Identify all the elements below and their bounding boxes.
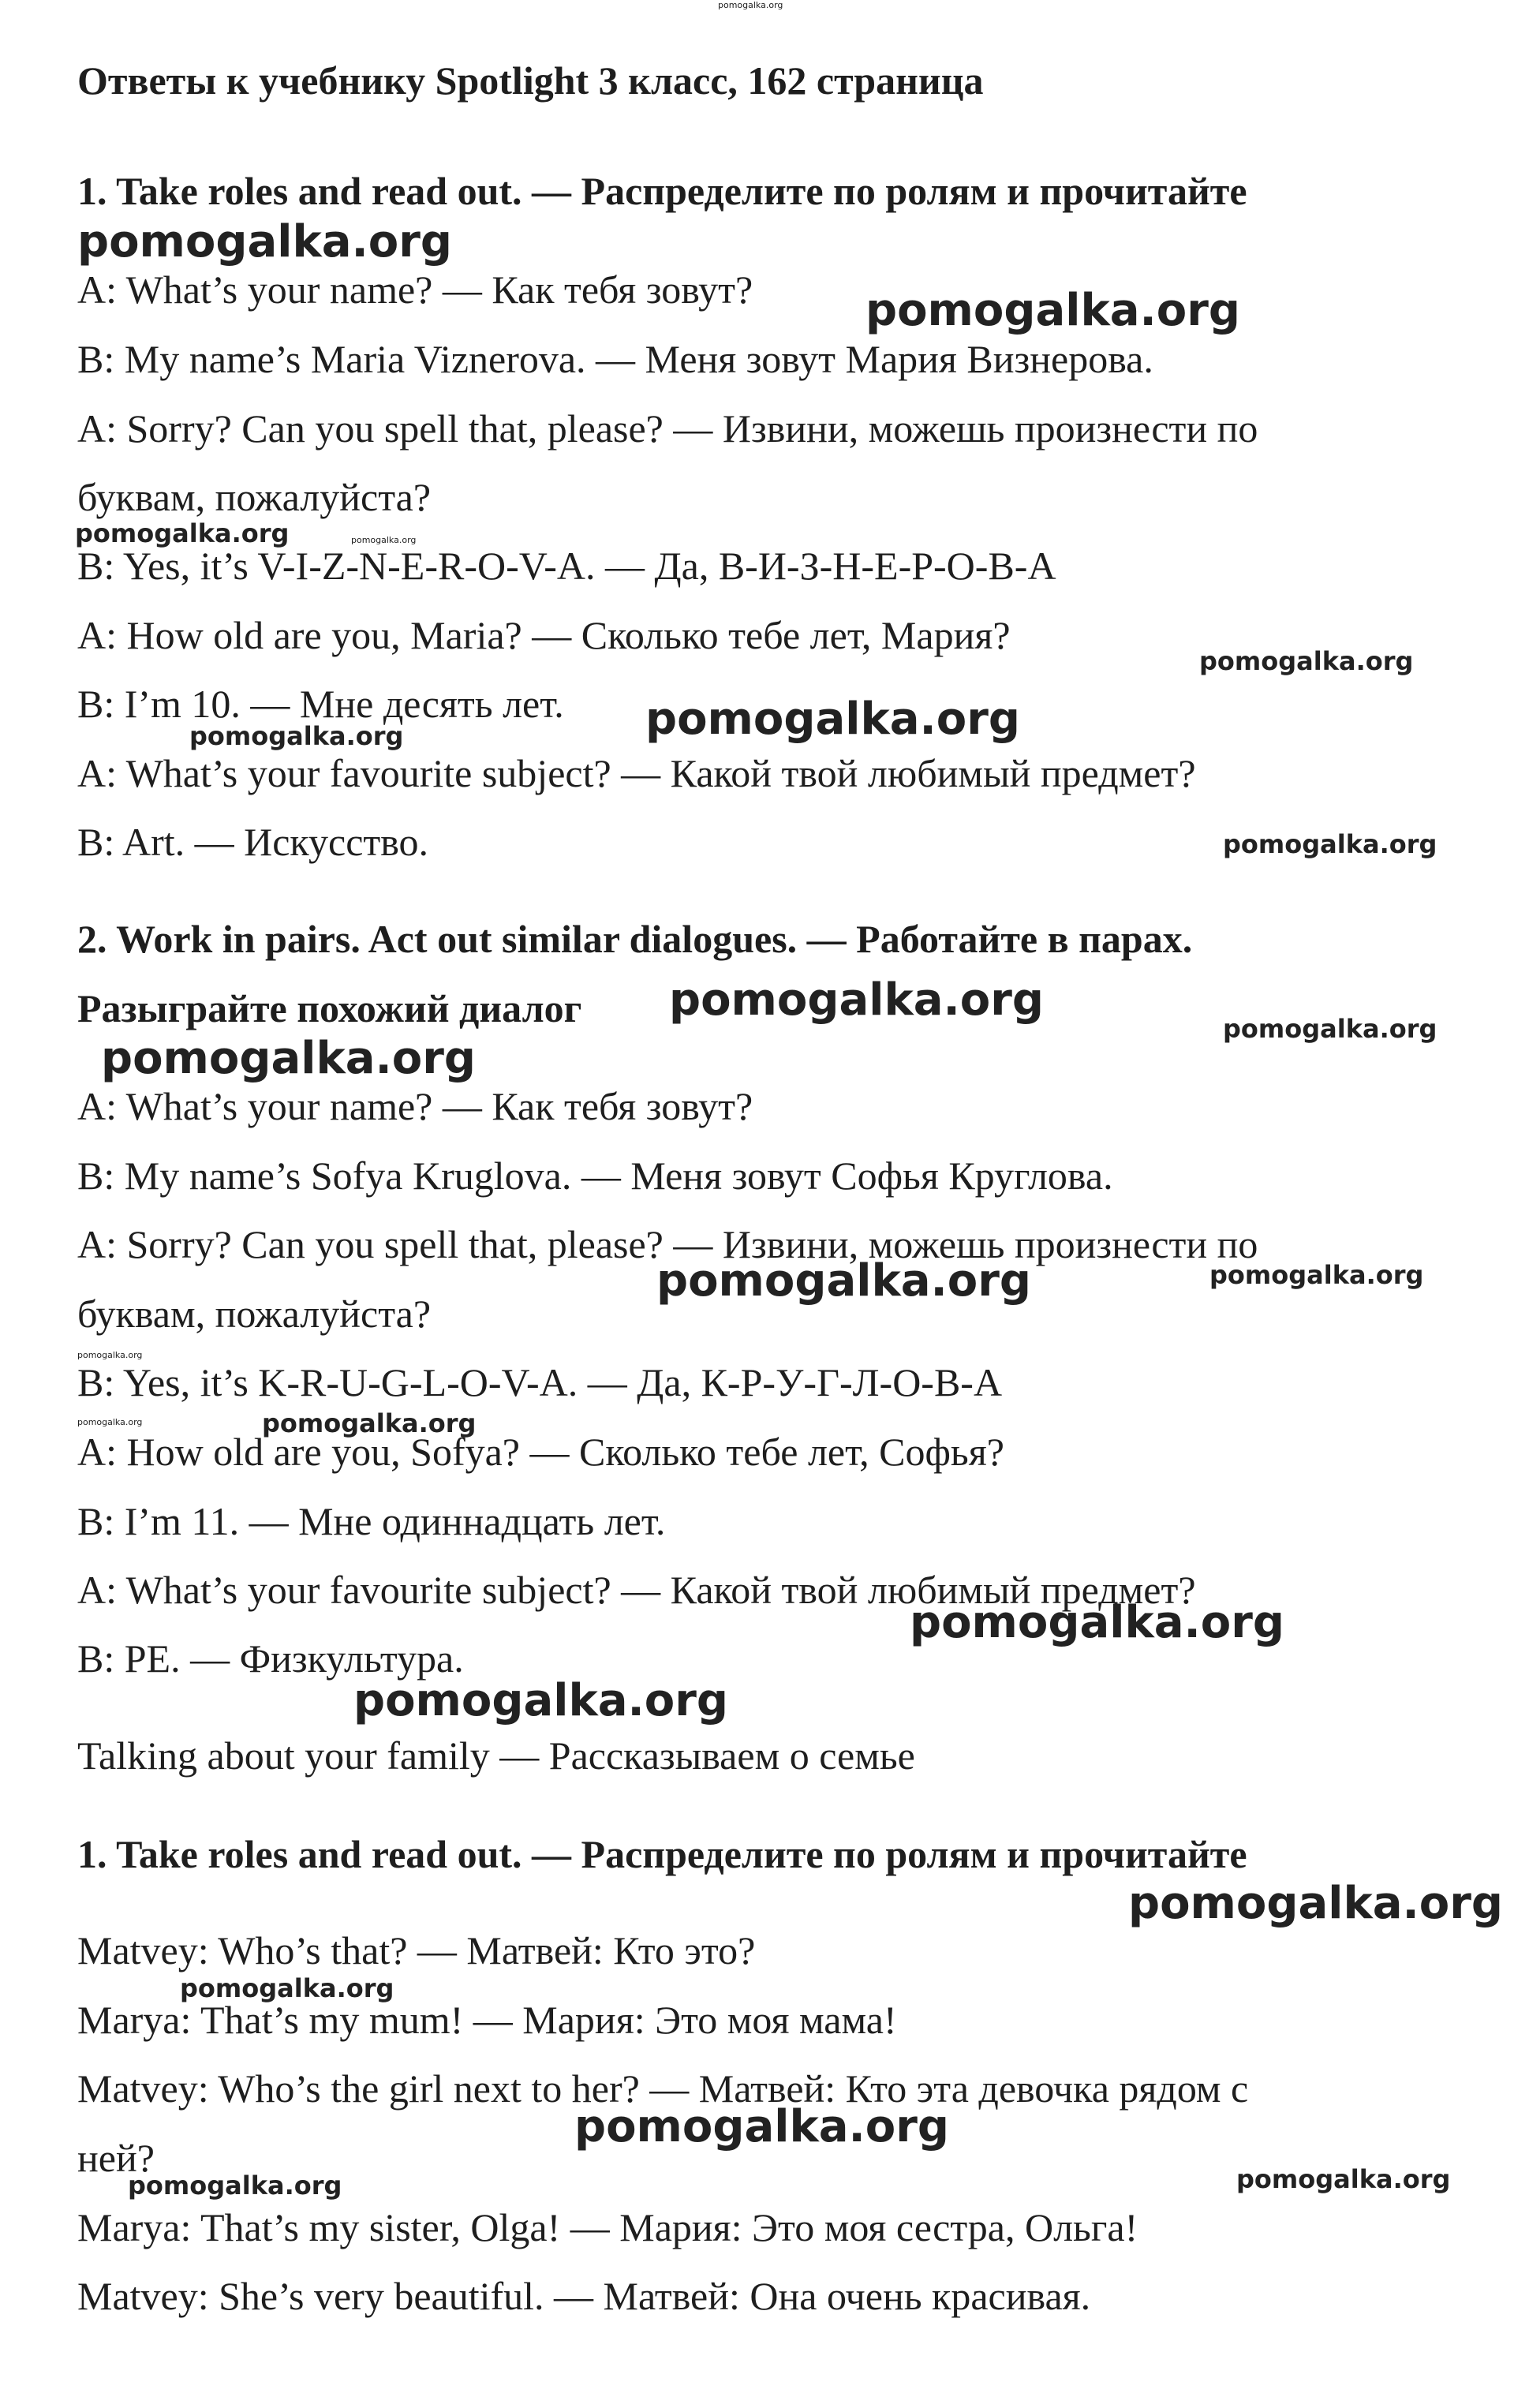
dialogue-line: A: What’s your name? — Как тебя зовут? bbox=[77, 267, 753, 312]
dialogue-line: Matvey: Who’s the girl next to her? — Матвей: Кто эта девочка рядом с bbox=[77, 2066, 1249, 2111]
watermark: pomogalka.org bbox=[718, 0, 783, 10]
section-2-heading: 2. Work in pairs. Act out similar dialogues. — Работайте в парах. bbox=[77, 917, 1193, 961]
watermark: pomogalka.org bbox=[128, 2171, 342, 2200]
dialogue-line: A: How old are you, Maria? — Сколько тебе лет, Мария? bbox=[77, 613, 1011, 657]
watermark: pomogalka.org bbox=[77, 1417, 143, 1427]
dialogue-line: ней? bbox=[77, 2136, 155, 2180]
dialogue-line: B: I’m 11. — Мне одиннадцать лет. bbox=[77, 1499, 666, 1543]
dialogue-line: A: What’s your favourite subject? — Какой твой любимый предмет? bbox=[77, 751, 1196, 795]
dialogue-line: A: What’s your name? — Как тебя зовут? bbox=[77, 1084, 753, 1128]
dialogue-line: B: My name’s Sofya Kruglova. — Меня зовут Софья Круглова. bbox=[77, 1154, 1113, 1198]
dialogue-line: A: What’s your favourite subject? — Какой твой любимый предмет? bbox=[77, 1568, 1196, 1612]
dialogue-line: B: Yes, it’s K-R-U-G-L-O-V-A. — Да, К-Р-У-Г-Л-О-В-А bbox=[77, 1360, 1003, 1404]
dialogue-line: Matvey: Who’s that? — Матвей: Кто это? bbox=[77, 1928, 756, 1972]
dialogue-line: B: Yes, it’s V-I-Z-N-E-R-O-V-A. — Да, В-И-З-Н-Е-Р-О-В-А bbox=[77, 544, 1056, 588]
watermark: pomogalka.org bbox=[353, 1675, 728, 1726]
watermark: pomogalka.org bbox=[101, 1033, 476, 1084]
dialogue-line: Marya: That’s my mum! — Мария: Это моя мама! bbox=[77, 1998, 897, 2042]
dialogue-line: буквам, пожалуйста? bbox=[77, 1292, 432, 1336]
watermark: pomogalka.org bbox=[1223, 829, 1437, 859]
dialogue-line: Matvey: She’s very beautiful. — Матвей: Она очень красивая. bbox=[77, 2274, 1091, 2318]
dialogue-line: буквам, пожалуйста? bbox=[77, 475, 432, 519]
watermark: pomogalka.org bbox=[1199, 646, 1414, 676]
dialogue-line: B: PE. — Физкультура. bbox=[77, 1636, 464, 1681]
watermark: pomogalka.org bbox=[75, 518, 290, 548]
dialogue-line: B: Art. — Искусство. bbox=[77, 820, 429, 864]
watermark: pomogalka.org bbox=[1128, 1878, 1503, 1929]
dialogue-line: B: I’m 10. — Мне десять лет. bbox=[77, 682, 564, 726]
watermark: pomogalka.org bbox=[77, 216, 452, 267]
watermark: pomogalka.org bbox=[180, 1973, 394, 2003]
watermark: pomogalka.org bbox=[351, 535, 417, 545]
watermark: pomogalka.org bbox=[1236, 2164, 1451, 2194]
dialogue-line: B: My name’s Maria Viznerova. — Меня зовут Мария Визнерова. bbox=[77, 337, 1153, 381]
dialogue-line: A: Sorry? Can you spell that, please? — Извини, можешь произнести по bbox=[77, 1222, 1258, 1266]
watermark: pomogalka.org bbox=[645, 694, 1020, 745]
watermark: pomogalka.org bbox=[656, 1255, 1031, 1307]
section-3-heading: 1. Take roles and read out. — Распределите по ролям и прочитайте bbox=[77, 1832, 1247, 1876]
watermark: pomogalka.org bbox=[865, 285, 1240, 336]
watermark: pomogalka.org bbox=[262, 1408, 477, 1438]
watermark: pomogalka.org bbox=[669, 974, 1044, 1026]
watermark: pomogalka.org bbox=[1209, 1260, 1424, 1290]
watermark: pomogalka.org bbox=[574, 2101, 949, 2152]
dialogue-line: A: How old are you, Sofya? — Сколько тебе лет, Софья? bbox=[77, 1430, 1004, 1474]
page-title: Ответы к учебнику Spotlight 3 класс, 162 страница bbox=[77, 58, 984, 103]
section-2-heading-cont: Разыграйте похожий диалог bbox=[77, 986, 582, 1030]
dialogue-line: Marya: That’s my sister, Olga! — Мария: Это моя сестра, Ольга! bbox=[77, 2205, 1138, 2249]
section-1-heading: 1. Take roles and read out. — Распределите по ролям и прочитайте bbox=[77, 169, 1247, 213]
watermark: pomogalka.org bbox=[910, 1597, 1284, 1648]
family-intro: Talking about your family — Рассказываем о семье bbox=[77, 1733, 915, 1778]
dialogue-line: A: Sorry? Can you spell that, please? — Извини, можешь произнести по bbox=[77, 406, 1258, 451]
watermark: pomogalka.org bbox=[1223, 1014, 1437, 1044]
watermark: pomogalka.org bbox=[77, 1350, 143, 1360]
watermark: pomogalka.org bbox=[189, 721, 404, 751]
